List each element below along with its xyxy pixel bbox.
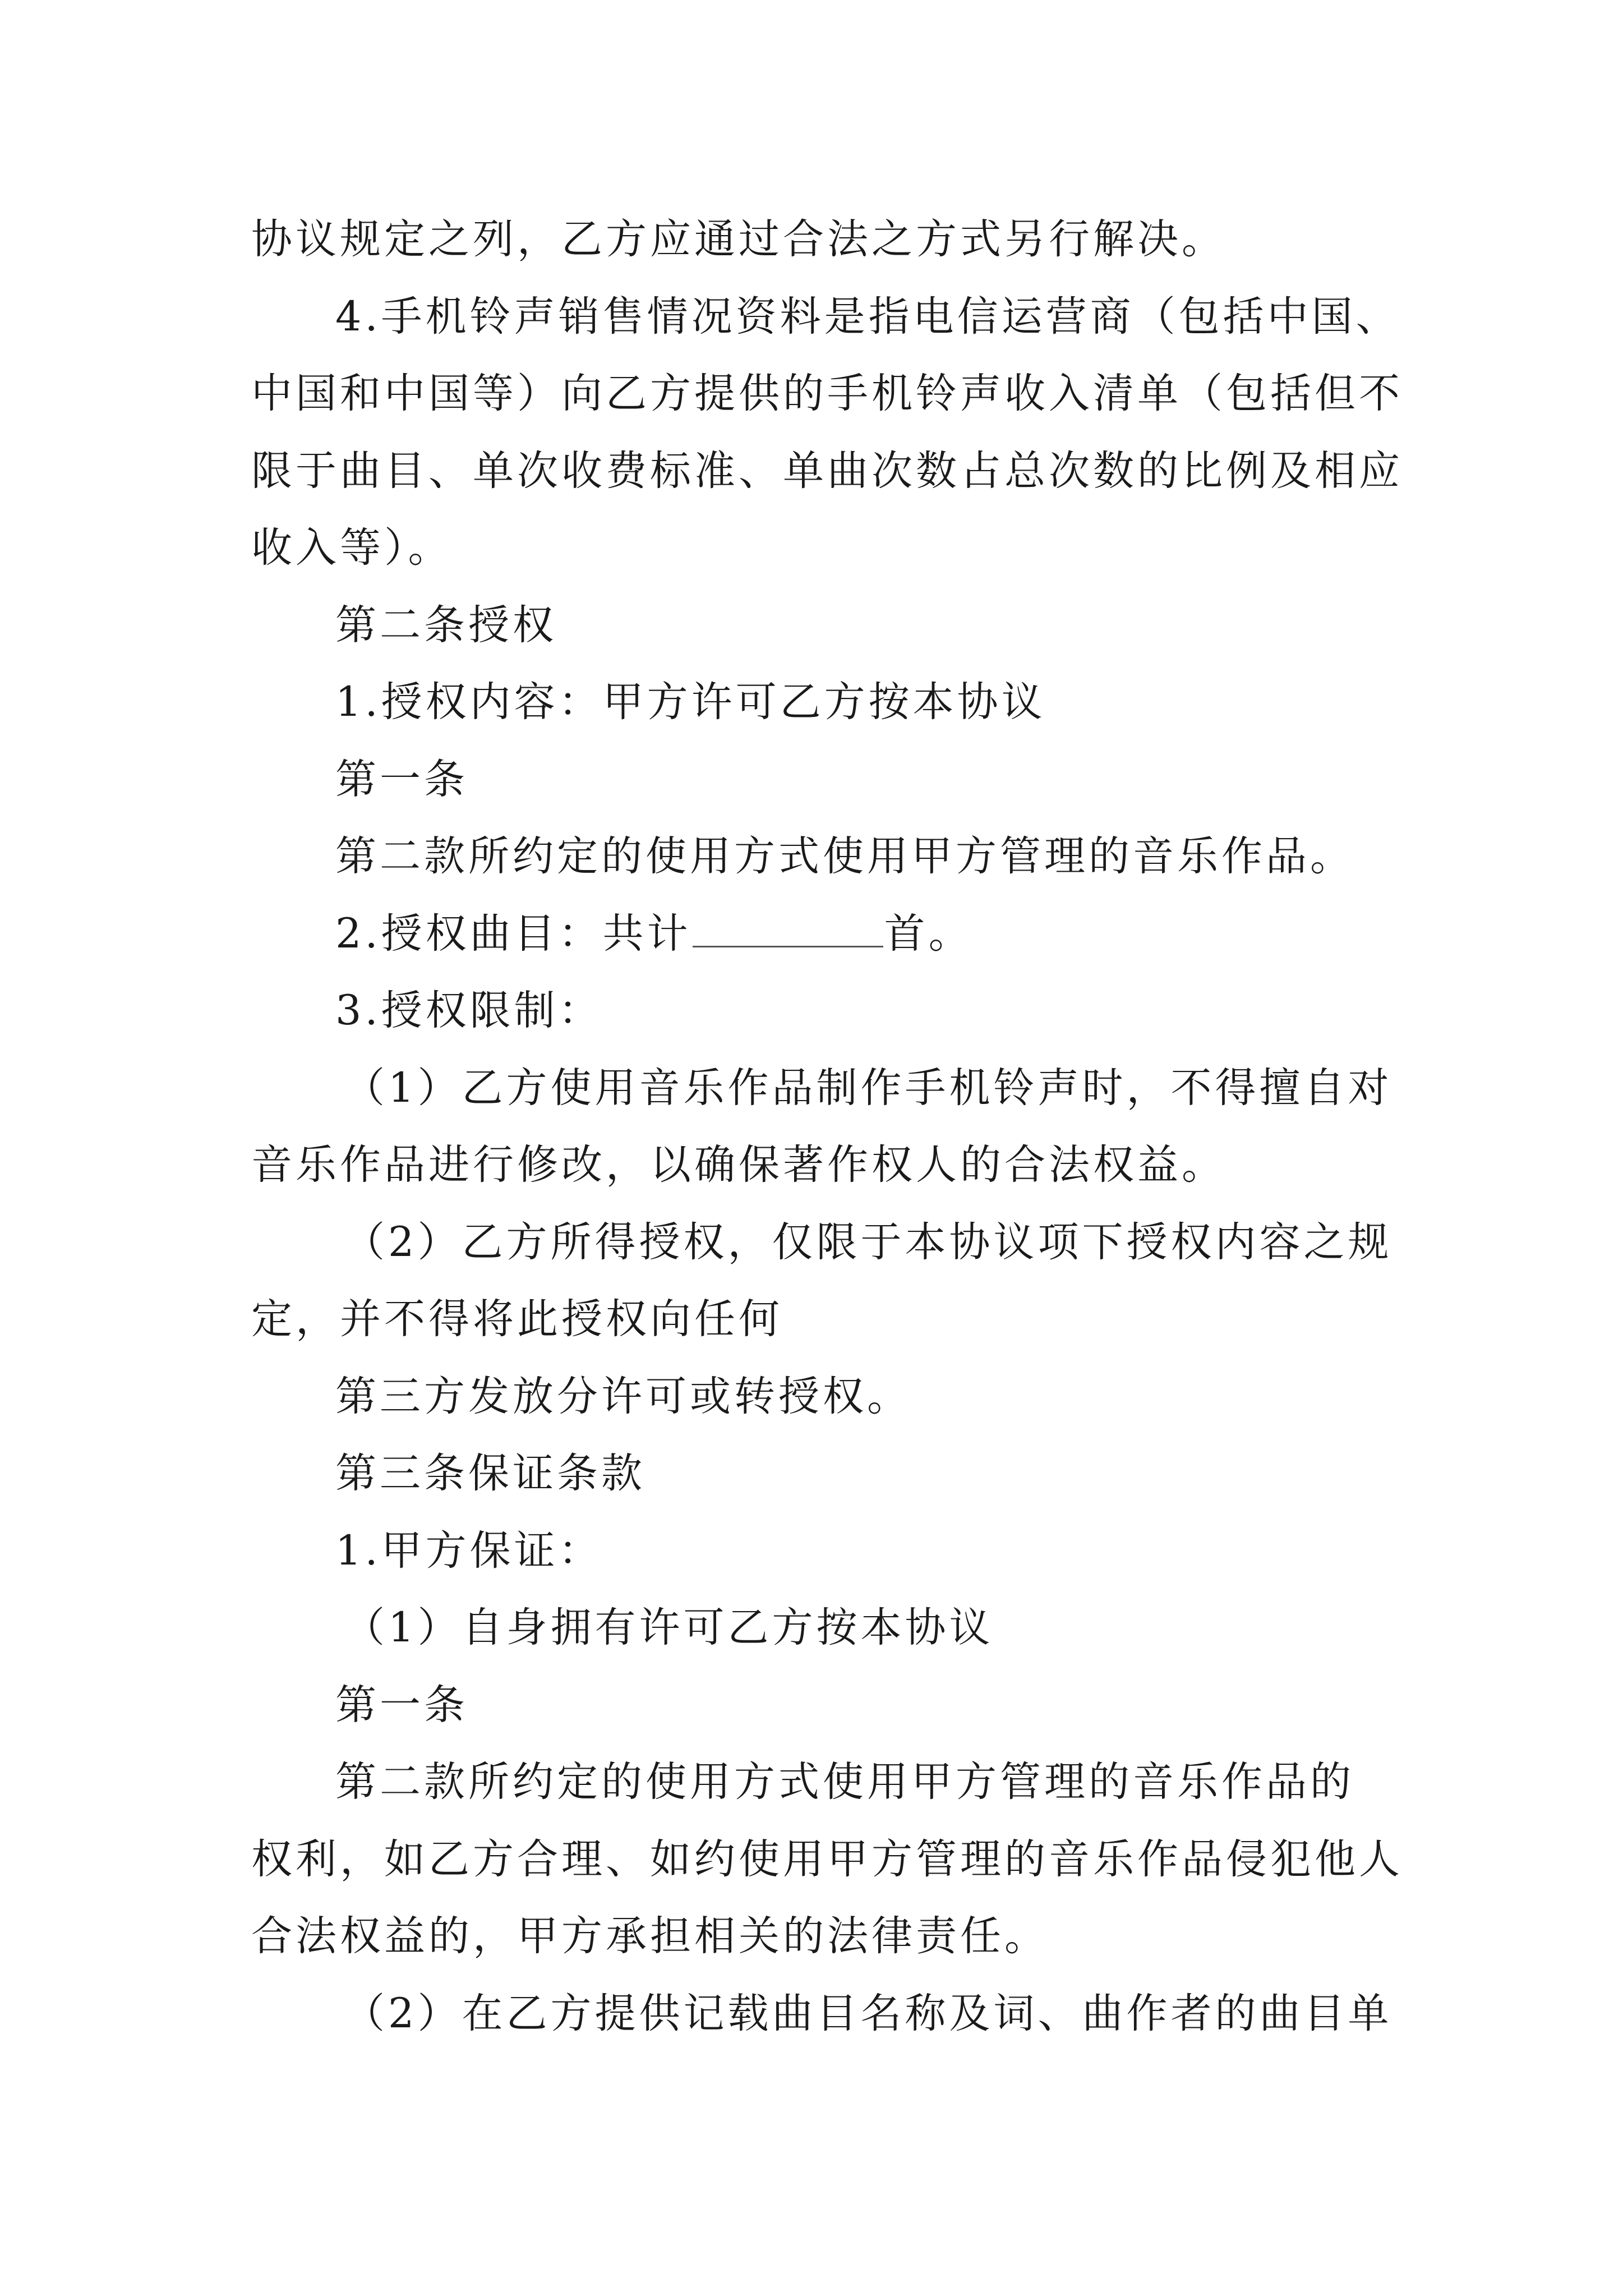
text-line: 第三方发放分许可或转授权。: [335, 1372, 911, 1420]
text-line: 限于曲目、单次收费标准、单曲次数占总次数的比例及相应: [251, 447, 1403, 495]
document-body: [251, 201, 1403, 2052]
text-line: （1）乙方使用音乐作品制作手机铃声时，不得擅自对: [344, 1064, 1393, 1112]
text-segment: 2.授权曲目：共计: [335, 909, 691, 958]
text-line: 3.授权限制：: [335, 987, 603, 1034]
text-line: 收入等）。: [251, 524, 453, 572]
text-line: 第一条: [335, 1681, 468, 1729]
section-heading: 第二条授权: [335, 601, 557, 649]
text-line: （2）乙方所得授权，仅限于本协议项下授权内容之规: [344, 1218, 1393, 1266]
text-line: 第二款所约定的使用方式使用甲方管理的音乐作品。: [335, 832, 1354, 880]
text-segment: 首。: [884, 909, 973, 958]
text-line: 协议规定之列，乙方应通过合法之方式另行解决。: [251, 215, 1226, 263]
text-line: 权利，如乙方合理、如约使用甲方管理的音乐作品侵犯他人: [251, 1835, 1403, 1883]
text-line: 4.手机铃声销售情况资料是指电信运营商（包括中国、: [335, 292, 1400, 341]
text-line: 第一条: [335, 755, 468, 803]
fill-in-blank[interactable]: [693, 913, 883, 947]
text-line: 第二款所约定的使用方式使用甲方管理的音乐作品的: [335, 1758, 1354, 1806]
text-line: 定，并不得将此授权向任何: [251, 1295, 783, 1343]
text-line: （1）自身拥有许可乙方按本协议: [344, 1604, 994, 1651]
text-line: 合法权益的，甲方承担相关的法律责任。: [251, 1912, 1049, 1960]
text-line: 1.授权内容：甲方许可乙方按本协议: [335, 678, 1046, 726]
section-heading: 第三条保证条款: [335, 1450, 645, 1497]
text-line-with-blank: [251, 895, 1390, 973]
text-line: 中国和中国等）向乙方提供的手机铃声收入清单（包括但不: [251, 370, 1403, 417]
text-line: 音乐作品进行修改，以确保著作权人的合法权益。: [251, 1141, 1226, 1189]
text-line: （2）在乙方提供记载曲目名称及词、曲作者的曲目单: [344, 1989, 1393, 2037]
text-line: 1.甲方保证：: [335, 1526, 603, 1575]
